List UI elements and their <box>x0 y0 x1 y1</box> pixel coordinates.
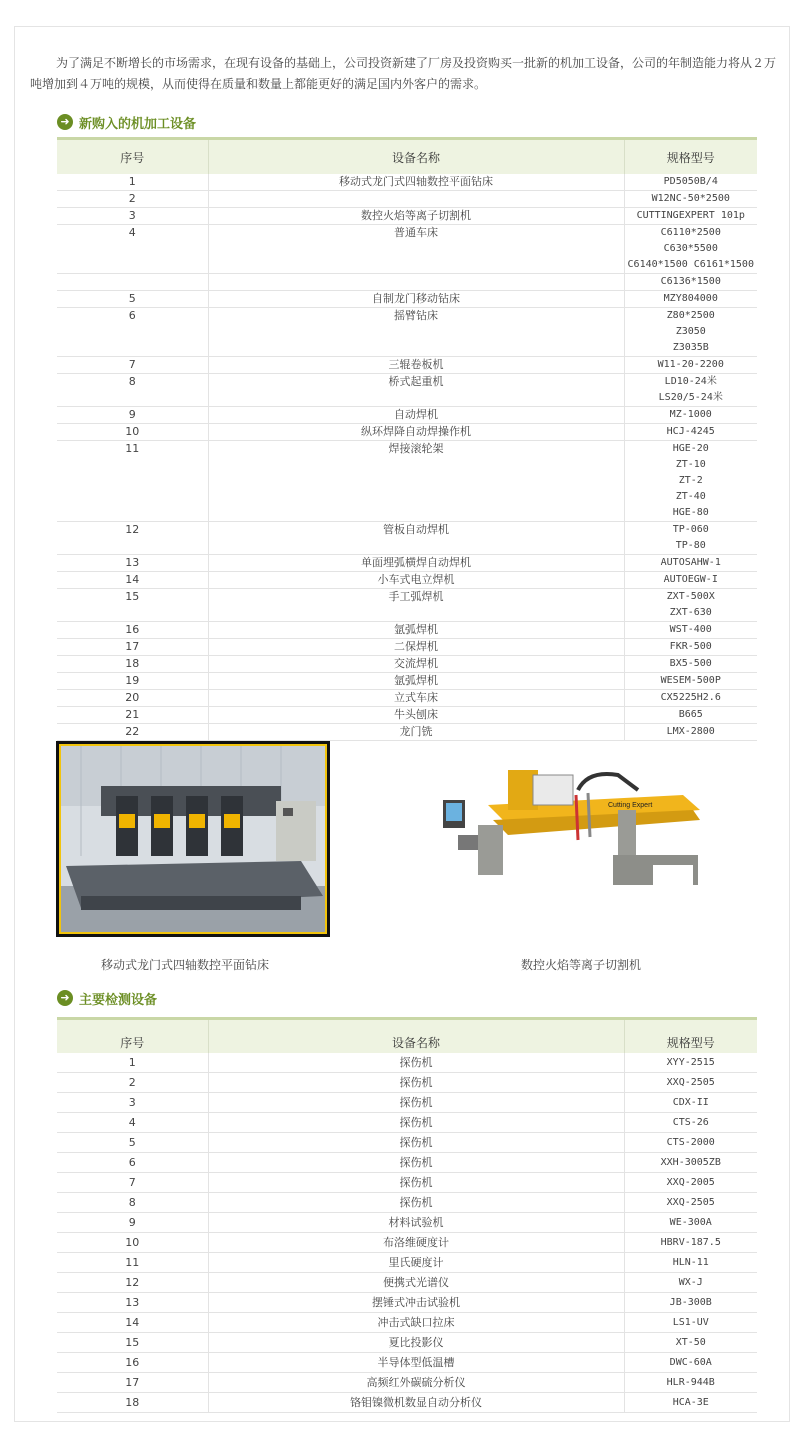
table-row <box>57 1213 757 1233</box>
table-row <box>57 1273 757 1293</box>
equipment-name: 立式车床 <box>208 690 624 707</box>
spec-line: HGE-80 <box>672 507 709 518</box>
table-row <box>57 724 757 741</box>
header-no: 序号 <box>57 1019 208 1054</box>
table-row <box>57 639 757 656</box>
left-photo-caption: 移动式龙门式四轴数控平面钻床 <box>101 958 270 972</box>
table-header-row <box>57 139 757 175</box>
equipment-name: 三辊卷板机 <box>208 357 624 374</box>
table-row <box>57 1313 757 1333</box>
table-row <box>57 1133 757 1153</box>
table-row <box>57 191 757 208</box>
row-number: 16 <box>57 622 208 639</box>
equipment-name: 牛头刨床 <box>208 707 624 724</box>
spec-line: BX5-500 <box>669 658 712 669</box>
spec-line: W11-20-2200 <box>657 359 724 370</box>
row-number: 9 <box>57 407 208 424</box>
equipment-name: 探伤机 <box>208 1133 624 1153</box>
equipment-name: 二保焊机 <box>208 639 624 656</box>
row-number: 21 <box>57 707 208 724</box>
equipment-name: 管板自动焊机 <box>208 522 624 555</box>
equipment-spec: XYY-2515 <box>624 1053 757 1073</box>
equipment-name: 探伤机 <box>208 1113 624 1133</box>
row-number: 3 <box>57 1093 208 1113</box>
equipment-spec <box>624 656 757 673</box>
row-number: 14 <box>57 572 208 589</box>
spec-line: B665 <box>678 709 703 720</box>
equipment-spec: HLR-944B <box>624 1373 757 1393</box>
row-number: 4 <box>57 225 208 274</box>
table-row <box>57 424 757 441</box>
equipment-spec: XXQ-2005 <box>624 1173 757 1193</box>
equipment-spec <box>624 572 757 589</box>
row-number: 8 <box>57 374 208 407</box>
spec-line: CUTTINGEXPERT 101p <box>636 210 745 221</box>
equipment-spec: WX-J <box>624 1273 757 1293</box>
equipment-spec <box>624 291 757 308</box>
equipment-spec <box>624 673 757 690</box>
table-row <box>57 1393 757 1413</box>
equipment-name: 自制龙门移动钻床 <box>208 291 624 308</box>
table-row <box>57 656 757 673</box>
table-row <box>57 308 757 357</box>
spec-line: TP-80 <box>675 540 706 551</box>
row-number: 1 <box>57 1053 208 1073</box>
spec-line: MZ-1000 <box>669 409 712 420</box>
header-name: 设备名称 <box>208 139 624 175</box>
row-number: 22 <box>57 724 208 741</box>
equipment-spec <box>624 225 757 274</box>
equipment-name: 数控火焰等离子切割机 <box>208 208 624 225</box>
equipment-name: 里氏硬度计 <box>208 1253 624 1273</box>
row-number <box>57 274 208 291</box>
spec-line: TP-060 <box>672 524 709 535</box>
cutting-machine-image <box>438 765 708 905</box>
row-number: 14 <box>57 1313 208 1333</box>
table-row <box>57 1113 757 1133</box>
equipment-name: 氩弧焊机 <box>208 622 624 639</box>
machine-brand-label: Cutting Expert <box>608 802 653 809</box>
equipment-spec <box>624 522 757 555</box>
section-title: 新购入的机加工设备 <box>79 116 197 132</box>
row-number: 13 <box>57 1293 208 1313</box>
table-row <box>57 1353 757 1373</box>
table-body <box>57 1053 757 1413</box>
spec-line: WST-400 <box>669 624 712 635</box>
equipment-spec <box>624 308 757 357</box>
equipment-name: 摆锤式冲击试验机 <box>208 1293 624 1313</box>
row-number: 16 <box>57 1353 208 1373</box>
header-name: 设备名称 <box>208 1019 624 1054</box>
spec-line: C630*5500 <box>663 243 718 254</box>
spec-line: ZT-10 <box>675 459 706 470</box>
header-spec: 规格型号 <box>624 139 757 175</box>
equipment-spec <box>624 724 757 741</box>
table-row <box>57 1093 757 1113</box>
table-row <box>57 1073 757 1093</box>
table-row <box>57 1193 757 1213</box>
equipment-name: 桥式起重机 <box>208 374 624 407</box>
row-number: 10 <box>57 424 208 441</box>
section-title: 主要检测设备 <box>79 992 158 1008</box>
row-number: 7 <box>57 1173 208 1193</box>
table-row <box>57 622 757 639</box>
table-row <box>57 572 757 589</box>
spec-line: PD5050B/4 <box>663 176 718 187</box>
row-number: 13 <box>57 555 208 572</box>
equipment-name <box>208 191 624 208</box>
equipment-spec <box>624 589 757 622</box>
drilling-machine-photo <box>56 741 330 937</box>
spec-line: C6140*1500 C6161*1500 <box>627 259 754 270</box>
equipment-spec <box>624 424 757 441</box>
row-number: 3 <box>57 208 208 225</box>
equipment-name: 便携式光谱仪 <box>208 1273 624 1293</box>
equipment-name: 高频红外碳硫分析仪 <box>208 1373 624 1393</box>
row-number: 11 <box>57 441 208 522</box>
equipment-name: 探伤机 <box>208 1153 624 1173</box>
table-row <box>57 291 757 308</box>
row-number: 18 <box>57 656 208 673</box>
table-row <box>57 522 757 555</box>
equipment-spec <box>624 374 757 407</box>
drilling-machine-image <box>61 746 325 932</box>
equipment-spec <box>624 208 757 225</box>
equipment-name: 交流焊机 <box>208 656 624 673</box>
equipment-spec: HCA-3E <box>624 1393 757 1413</box>
spec-line: C6110*2500 <box>660 227 721 238</box>
equipment-spec <box>624 555 757 572</box>
equipment-name: 移动式龙门式四轴数控平面钻床 <box>208 174 624 191</box>
equipment-spec <box>624 191 757 208</box>
equipment-name: 夏比投影仪 <box>208 1333 624 1353</box>
equipment-name: 焊接滚轮架 <box>208 441 624 522</box>
table-row <box>57 174 757 191</box>
arrow-right-icon: ➜ <box>57 114 73 130</box>
arrow-right-icon: ➜ <box>57 990 73 1006</box>
spec-line: AUTOEGW-I <box>663 574 718 585</box>
table-row <box>57 441 757 522</box>
table-body <box>57 174 757 741</box>
equipment-name: 探伤机 <box>208 1193 624 1213</box>
table-row <box>57 707 757 724</box>
equipment-name: 铬钼镍微机数显自动分析仪 <box>208 1393 624 1413</box>
equipment-name: 探伤机 <box>208 1093 624 1113</box>
equipment-spec: CDX-II <box>624 1093 757 1113</box>
table-row <box>57 1333 757 1353</box>
spec-line: HCJ-4245 <box>666 426 715 437</box>
row-number: 15 <box>57 589 208 622</box>
row-number: 11 <box>57 1253 208 1273</box>
equipment-spec: DWC-60A <box>624 1353 757 1373</box>
equipment-spec: CTS-2000 <box>624 1133 757 1153</box>
table-row <box>57 1173 757 1193</box>
table-row <box>57 1293 757 1313</box>
table-row <box>57 1373 757 1393</box>
equipment-name: 氩弧焊机 <box>208 673 624 690</box>
table-row <box>57 555 757 572</box>
machining-equipment-table <box>57 137 757 741</box>
spec-line: LMX-2800 <box>666 726 715 737</box>
row-number: 2 <box>57 191 208 208</box>
right-photo-caption: 数控火焰等离子切割机 <box>521 958 642 972</box>
cutting-machine-photo <box>438 765 708 905</box>
spec-line: Z3035B <box>672 342 709 353</box>
inspection-equipment-table <box>57 1017 757 1413</box>
equipment-spec: XT-50 <box>624 1333 757 1353</box>
row-number: 1 <box>57 174 208 191</box>
spec-line: ZT-2 <box>678 475 703 486</box>
header-spec: 规格型号 <box>624 1019 757 1054</box>
equipment-spec <box>624 707 757 724</box>
equipment-spec: LS1-UV <box>624 1313 757 1333</box>
row-number: 20 <box>57 690 208 707</box>
equipment-spec <box>624 690 757 707</box>
section-header-inspection <box>57 988 157 1008</box>
row-number: 15 <box>57 1333 208 1353</box>
equipment-name: 龙门铣 <box>208 724 624 741</box>
row-number: 6 <box>57 1153 208 1173</box>
equipment-spec: JB-300B <box>624 1293 757 1313</box>
equipment-name: 小车式电立焊机 <box>208 572 624 589</box>
equipment-name: 探伤机 <box>208 1173 624 1193</box>
table-row <box>57 1233 757 1253</box>
equipment-name: 自动焊机 <box>208 407 624 424</box>
row-number: 12 <box>57 522 208 555</box>
table-row <box>57 357 757 374</box>
equipment-name: 半导体型低温槽 <box>208 1353 624 1373</box>
equipment-spec <box>624 441 757 522</box>
row-number: 18 <box>57 1393 208 1413</box>
equipment-spec: CTS-26 <box>624 1113 757 1133</box>
table-row <box>57 225 757 274</box>
section-header-machining <box>57 112 196 132</box>
spec-line: WESEM-500P <box>660 675 721 686</box>
spec-line: W12NC-50*2500 <box>651 193 730 204</box>
header-no: 序号 <box>57 139 208 175</box>
equipment-spec <box>624 357 757 374</box>
row-number: 12 <box>57 1273 208 1293</box>
table-row <box>57 1053 757 1073</box>
row-number: 2 <box>57 1073 208 1093</box>
equipment-name: 摇臂钻床 <box>208 308 624 357</box>
equipment-name: 单面埋弧横焊自动焊机 <box>208 555 624 572</box>
table-row <box>57 374 757 407</box>
equipment-name: 布洛维硬度计 <box>208 1233 624 1253</box>
spec-line: FKR-500 <box>669 641 712 652</box>
equipment-name: 普通车床 <box>208 225 624 274</box>
spec-line: Z80*2500 <box>666 310 715 321</box>
spec-line: ZXT-630 <box>669 607 712 618</box>
equipment-spec: XXQ-2505 <box>624 1073 757 1093</box>
table-row <box>57 589 757 622</box>
spec-line: MZY804000 <box>663 293 718 304</box>
intro-paragraph: 为了满足不断增长的市场需求，在现有设备的基础上，公司投资新建了厂房及投资购买一批新的机加工设备，公司的年制造能力将从２万吨增加到４万吨的规模，从而使得在质量和数量上都能更好的满足国内外客户的需求。 <box>30 56 777 91</box>
equipment-name: 材料试验机 <box>208 1213 624 1233</box>
equipment-spec: WE-300A <box>624 1213 757 1233</box>
table-row <box>57 673 757 690</box>
spec-line: C6136*1500 <box>660 276 721 287</box>
spec-line: HGE-20 <box>672 443 709 454</box>
spec-line: LD10-24米 <box>664 376 717 387</box>
row-number: 10 <box>57 1233 208 1253</box>
row-number: 4 <box>57 1113 208 1133</box>
table-row <box>57 208 757 225</box>
row-number: 9 <box>57 1213 208 1233</box>
table-row <box>57 1253 757 1273</box>
row-number: 7 <box>57 357 208 374</box>
row-number: 17 <box>57 639 208 656</box>
equipment-spec: XXQ-2505 <box>624 1193 757 1213</box>
spec-line: Z3050 <box>675 326 706 337</box>
spec-line: ZT-40 <box>675 491 706 502</box>
spec-line: LS20/5-24米 <box>658 392 723 403</box>
row-number: 17 <box>57 1373 208 1393</box>
equipment-spec <box>624 622 757 639</box>
row-number: 5 <box>57 291 208 308</box>
spec-line: ZXT-500X <box>666 591 715 602</box>
equipment-name: 探伤机 <box>208 1053 624 1073</box>
row-number: 5 <box>57 1133 208 1153</box>
table-row <box>57 1153 757 1173</box>
spec-line: CX5225H2.6 <box>660 692 721 703</box>
equipment-spec <box>624 407 757 424</box>
row-number: 19 <box>57 673 208 690</box>
equipment-name <box>208 274 624 291</box>
equipment-name: 冲击式缺口拉床 <box>208 1313 624 1333</box>
equipment-name: 纵环焊降自动焊操作机 <box>208 424 624 441</box>
equipment-spec: XXH-3005ZB <box>624 1153 757 1173</box>
equipment-spec <box>624 274 757 291</box>
equipment-spec: HLN-11 <box>624 1253 757 1273</box>
row-number: 8 <box>57 1193 208 1213</box>
equipment-spec <box>624 639 757 656</box>
equipment-name: 探伤机 <box>208 1073 624 1093</box>
table-row <box>57 274 757 291</box>
equipment-spec: HBRV-187.5 <box>624 1233 757 1253</box>
table-row <box>57 407 757 424</box>
table-header-row <box>57 1019 757 1054</box>
row-number: 6 <box>57 308 208 357</box>
spec-line: AUTOSAHW-1 <box>660 557 721 568</box>
equipment-spec <box>624 174 757 191</box>
table-row <box>57 690 757 707</box>
equipment-name: 手工弧焊机 <box>208 589 624 622</box>
